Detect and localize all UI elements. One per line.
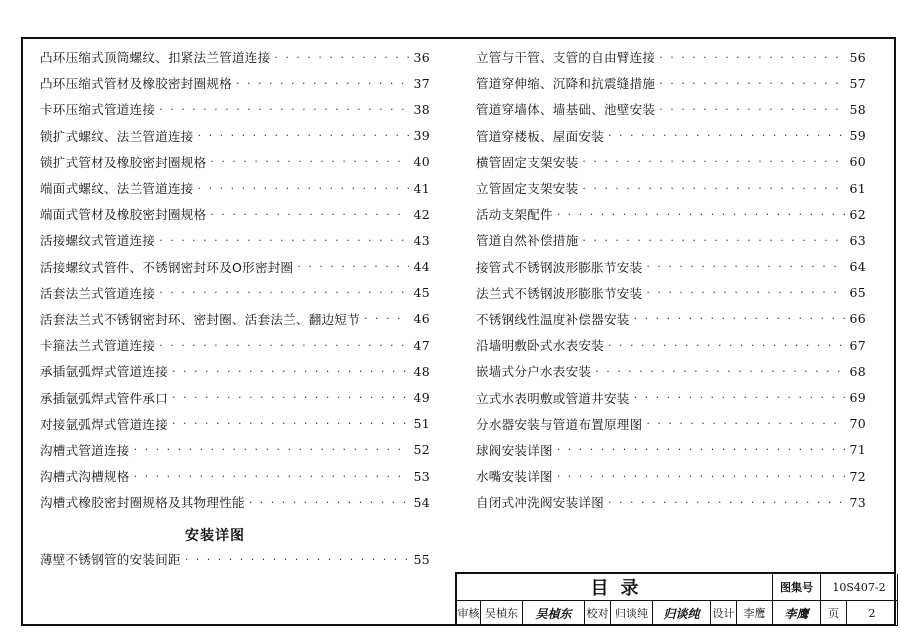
toc-entry[interactable] — [476, 227, 866, 253]
toc-entry-title: 端面式螺纹、法兰管道连接 — [40, 181, 194, 197]
toc-leader-dots — [134, 443, 410, 456]
toc-right-column — [476, 44, 866, 515]
toc-entry-title: 水嘴安装详图 — [476, 469, 553, 485]
toc-entry-title: 管道穿伸缩、沉降和抗震缝措施 — [476, 76, 656, 92]
toc-leader-dots — [582, 234, 845, 247]
toc-entry-page: 63 — [849, 232, 866, 248]
toc-entry[interactable] — [40, 489, 430, 515]
toc-entry-title: 锁扩式螺纹、法兰管道连接 — [40, 128, 194, 144]
toc-entry[interactable] — [40, 437, 430, 463]
toc-entry-title: 沟槽式橡胶密封圈规格及其物理性能 — [40, 495, 245, 511]
toc-leader-dots — [646, 260, 845, 273]
toc-entry[interactable] — [476, 384, 866, 410]
design-label: 设计 — [711, 601, 737, 626]
title-block — [455, 572, 896, 626]
toc-entry-page: 65 — [849, 285, 866, 301]
toc-entry-page: 38 — [413, 101, 430, 117]
check-label: 校对 — [585, 601, 611, 626]
toc-leader-dots — [172, 417, 409, 430]
toc-entry[interactable] — [40, 306, 430, 332]
toc-entry-page: 53 — [413, 468, 430, 484]
toc-leader-dots — [159, 286, 409, 299]
toc-leader-dots — [364, 312, 409, 325]
toc-leader-dots — [185, 553, 410, 566]
toc-leader-dots — [297, 260, 409, 273]
reviewer-signature: 吴楨东 — [523, 601, 585, 626]
toc-entry-title: 对接氩弧焊式管道连接 — [40, 416, 169, 432]
toc-entry[interactable] — [40, 384, 430, 410]
toc-leader-dots — [659, 77, 845, 90]
toc-entry-title: 沟槽式沟槽规格 — [40, 469, 130, 485]
toc-leader-dots — [210, 155, 409, 168]
toc-leader-dots — [172, 365, 409, 378]
toc-entry[interactable] — [40, 280, 430, 306]
toc-entry-page: 52 — [413, 442, 430, 458]
toc-entry[interactable] — [40, 44, 430, 70]
toc-entry[interactable] — [476, 123, 866, 149]
toc-leader-dots — [210, 208, 409, 221]
toc-entry-page: 36 — [413, 49, 430, 65]
toc-entry[interactable] — [476, 332, 866, 358]
toc-entry-title: 法兰式不锈钢波形膨胀节安装 — [476, 285, 643, 301]
toc-entry[interactable] — [40, 254, 430, 280]
toc-entry[interactable] — [476, 411, 866, 437]
toc-entry[interactable] — [476, 437, 866, 463]
toc-entry[interactable] — [476, 463, 866, 489]
toc-entry-title: 卡环压缩式管道连接 — [40, 102, 156, 118]
toc-entry-page: 44 — [413, 259, 430, 275]
toc-entry-title: 横管固定支架安装 — [476, 154, 579, 170]
toc-leader-dots — [595, 365, 845, 378]
toc-entry-page: 72 — [849, 468, 866, 484]
toc-leader-dots — [634, 391, 846, 404]
toc-entry[interactable] — [40, 175, 430, 201]
toc-leader-dots — [134, 470, 410, 483]
toc-leader-dots — [198, 182, 410, 195]
page-label: 页 — [821, 601, 847, 626]
toc-entry-title: 端面式管材及橡胶密封圈规格 — [40, 207, 207, 223]
toc-entry-page: 42 — [413, 206, 430, 222]
toc-leader-dots — [646, 417, 845, 430]
title-block-title: 目录 — [457, 574, 773, 601]
toc-entry-title: 凸环压缩式管材及橡胶密封圈规格 — [40, 76, 233, 92]
toc-entry-title: 锁扩式管材及橡胶密封圈规格 — [40, 154, 207, 170]
toc-entry[interactable] — [40, 149, 430, 175]
toc-leader-dots — [608, 496, 845, 509]
toc-entry-page: 48 — [413, 363, 430, 379]
toc-entry[interactable] — [476, 358, 866, 384]
toc-entry-title: 活套法兰式管道连接 — [40, 285, 156, 301]
toc-entry-title: 承插氩弧焊式管件承口 — [40, 390, 169, 406]
toc-entry[interactable] — [40, 227, 430, 253]
toc-leader-dots — [236, 77, 409, 90]
toc-leader-dots — [646, 286, 845, 299]
designer-name: 李鹰 — [737, 601, 773, 626]
toc-entry-page: 51 — [413, 416, 430, 432]
toc-leader-dots — [634, 312, 846, 325]
toc-entry-page: 39 — [413, 128, 430, 144]
toc-entry-page: 66 — [849, 311, 866, 327]
toc-leader-dots — [172, 391, 409, 404]
toc-entry-title: 凸环压缩式顶筒螺纹、扣紧法兰管道连接 — [40, 50, 271, 66]
atlas-number-label: 图集号 — [773, 574, 821, 601]
toc-leader-dots — [608, 129, 845, 142]
toc-entry-title: 分水器安装与管道布置原理图 — [476, 416, 643, 432]
toc-entry[interactable] — [40, 411, 430, 437]
toc-entry-page: 64 — [849, 259, 866, 275]
toc-entry[interactable] — [40, 546, 430, 572]
toc-leader-dots — [159, 234, 409, 247]
toc-entry-title: 不锈钢线性温度补偿器安装 — [476, 311, 630, 327]
designer-signature: 李鹰 — [773, 601, 821, 626]
toc-entry-title: 嵌墙式分户水表安装 — [476, 364, 592, 380]
toc-entry[interactable] — [40, 201, 430, 227]
toc-entry[interactable] — [476, 175, 866, 201]
toc-entry-title: 立管与干管、支管的自由臂连接 — [476, 50, 656, 66]
toc-entry-title: 活接螺纹式管件、不锈钢密封环及O形密封圈 — [40, 259, 294, 275]
toc-entry-page: 41 — [413, 180, 430, 196]
toc-entry-title: 立管固定支架安装 — [476, 181, 579, 197]
toc-leader-dots — [659, 103, 845, 116]
toc-entry-title: 管道自然补偿措施 — [476, 233, 579, 249]
toc-leader-dots — [557, 470, 846, 483]
toc-entry-title: 立式水表明敷或管道井安装 — [476, 390, 630, 406]
toc-entry-title: 球阀安装详图 — [476, 442, 553, 458]
toc-left-column — [40, 44, 430, 515]
toc-entry-page: 47 — [413, 337, 430, 353]
toc-entry-page: 40 — [413, 154, 430, 170]
toc-entry-page: 56 — [849, 49, 866, 65]
toc-entry-page: 46 — [413, 311, 430, 327]
atlas-number: 10S407-2 — [821, 574, 898, 601]
toc-entry-title: 活套法兰式不锈钢密封环、密封圈、活套法兰、翻边短节 — [40, 311, 361, 327]
toc-leader-dots — [159, 339, 409, 352]
toc-entry-title: 活动支架配件 — [476, 207, 553, 223]
toc-entry-page: 57 — [849, 75, 866, 91]
toc-entry-page: 60 — [849, 154, 866, 170]
toc-entry-page: 59 — [849, 128, 866, 144]
toc-entry-page: 43 — [413, 232, 430, 248]
toc-entry[interactable] — [476, 306, 866, 332]
toc-entry[interactable] — [476, 44, 866, 70]
toc-leader-dots — [582, 155, 845, 168]
toc-entry[interactable] — [476, 96, 866, 122]
toc-entry-title: 活接螺纹式管道连接 — [40, 233, 156, 249]
toc-entry[interactable] — [40, 96, 430, 122]
toc-entry-title: 管道穿墙体、墙基础、池壁安装 — [476, 102, 656, 118]
toc-entry[interactable] — [476, 149, 866, 175]
toc-entry[interactable] — [40, 332, 430, 358]
toc-entry-title: 承插氩弧焊式管道连接 — [40, 364, 169, 380]
toc-entry-title: 沿墙明敷卧式水表安装 — [476, 338, 605, 354]
toc-entry[interactable] — [40, 123, 430, 149]
toc-leader-dots — [198, 129, 410, 142]
toc-entry-page: 71 — [849, 442, 866, 458]
toc-entry[interactable] — [476, 254, 866, 280]
checker-name: 归谈纯 — [611, 601, 653, 626]
toc-entry-page: 45 — [413, 285, 430, 301]
toc-entry-title: 自闭式冲洗阀安装详图 — [476, 495, 605, 511]
toc-leader-dots — [557, 443, 846, 456]
toc-entry[interactable] — [476, 280, 866, 306]
toc-leader-dots — [557, 208, 846, 221]
toc-entry-title: 薄壁不锈钢管的安装间距 — [40, 552, 181, 568]
toc-leader-dots — [608, 339, 845, 352]
toc-entry[interactable] — [40, 70, 430, 96]
toc-entry-title: 管道穿楼板、屋面安装 — [476, 128, 605, 144]
toc-entry[interactable] — [476, 201, 866, 227]
toc-entry-page: 55 — [413, 551, 430, 567]
toc-entry-page: 37 — [413, 75, 430, 91]
toc-entry[interactable] — [40, 358, 430, 384]
page-number: 2 — [847, 601, 898, 626]
toc-entry-page: 68 — [849, 363, 866, 379]
toc-leader-dots — [274, 51, 409, 64]
toc-entry[interactable] — [476, 70, 866, 96]
toc-entry-page: 69 — [849, 390, 866, 406]
toc-entry-page: 62 — [849, 206, 866, 222]
toc-leader-dots — [249, 496, 410, 509]
toc-entry-page: 67 — [849, 337, 866, 353]
review-label: 审核 — [457, 601, 481, 626]
reviewer-name: 吴楨东 — [481, 601, 523, 626]
toc-leader-dots — [159, 103, 409, 116]
toc-entry[interactable] — [40, 463, 430, 489]
toc-leader-dots — [582, 182, 845, 195]
section-heading: 安装详图 — [185, 528, 245, 544]
toc-entry-page: 54 — [413, 494, 430, 510]
toc-entry-page: 70 — [849, 416, 866, 432]
toc-entry-title: 卡箍法兰式管道连接 — [40, 338, 156, 354]
toc-entry-page: 61 — [849, 180, 866, 196]
toc-leader-dots — [659, 51, 845, 64]
checker-signature: 归谈纯 — [653, 601, 711, 626]
toc-entry-page: 58 — [849, 101, 866, 117]
toc-entry-page: 73 — [849, 494, 866, 510]
toc-entry[interactable] — [476, 489, 866, 515]
toc-entry-title: 接管式不锈钢波形膨胀节安装 — [476, 259, 643, 275]
toc-entry-page: 49 — [413, 390, 430, 406]
toc-entry-title: 沟槽式管道连接 — [40, 442, 130, 458]
